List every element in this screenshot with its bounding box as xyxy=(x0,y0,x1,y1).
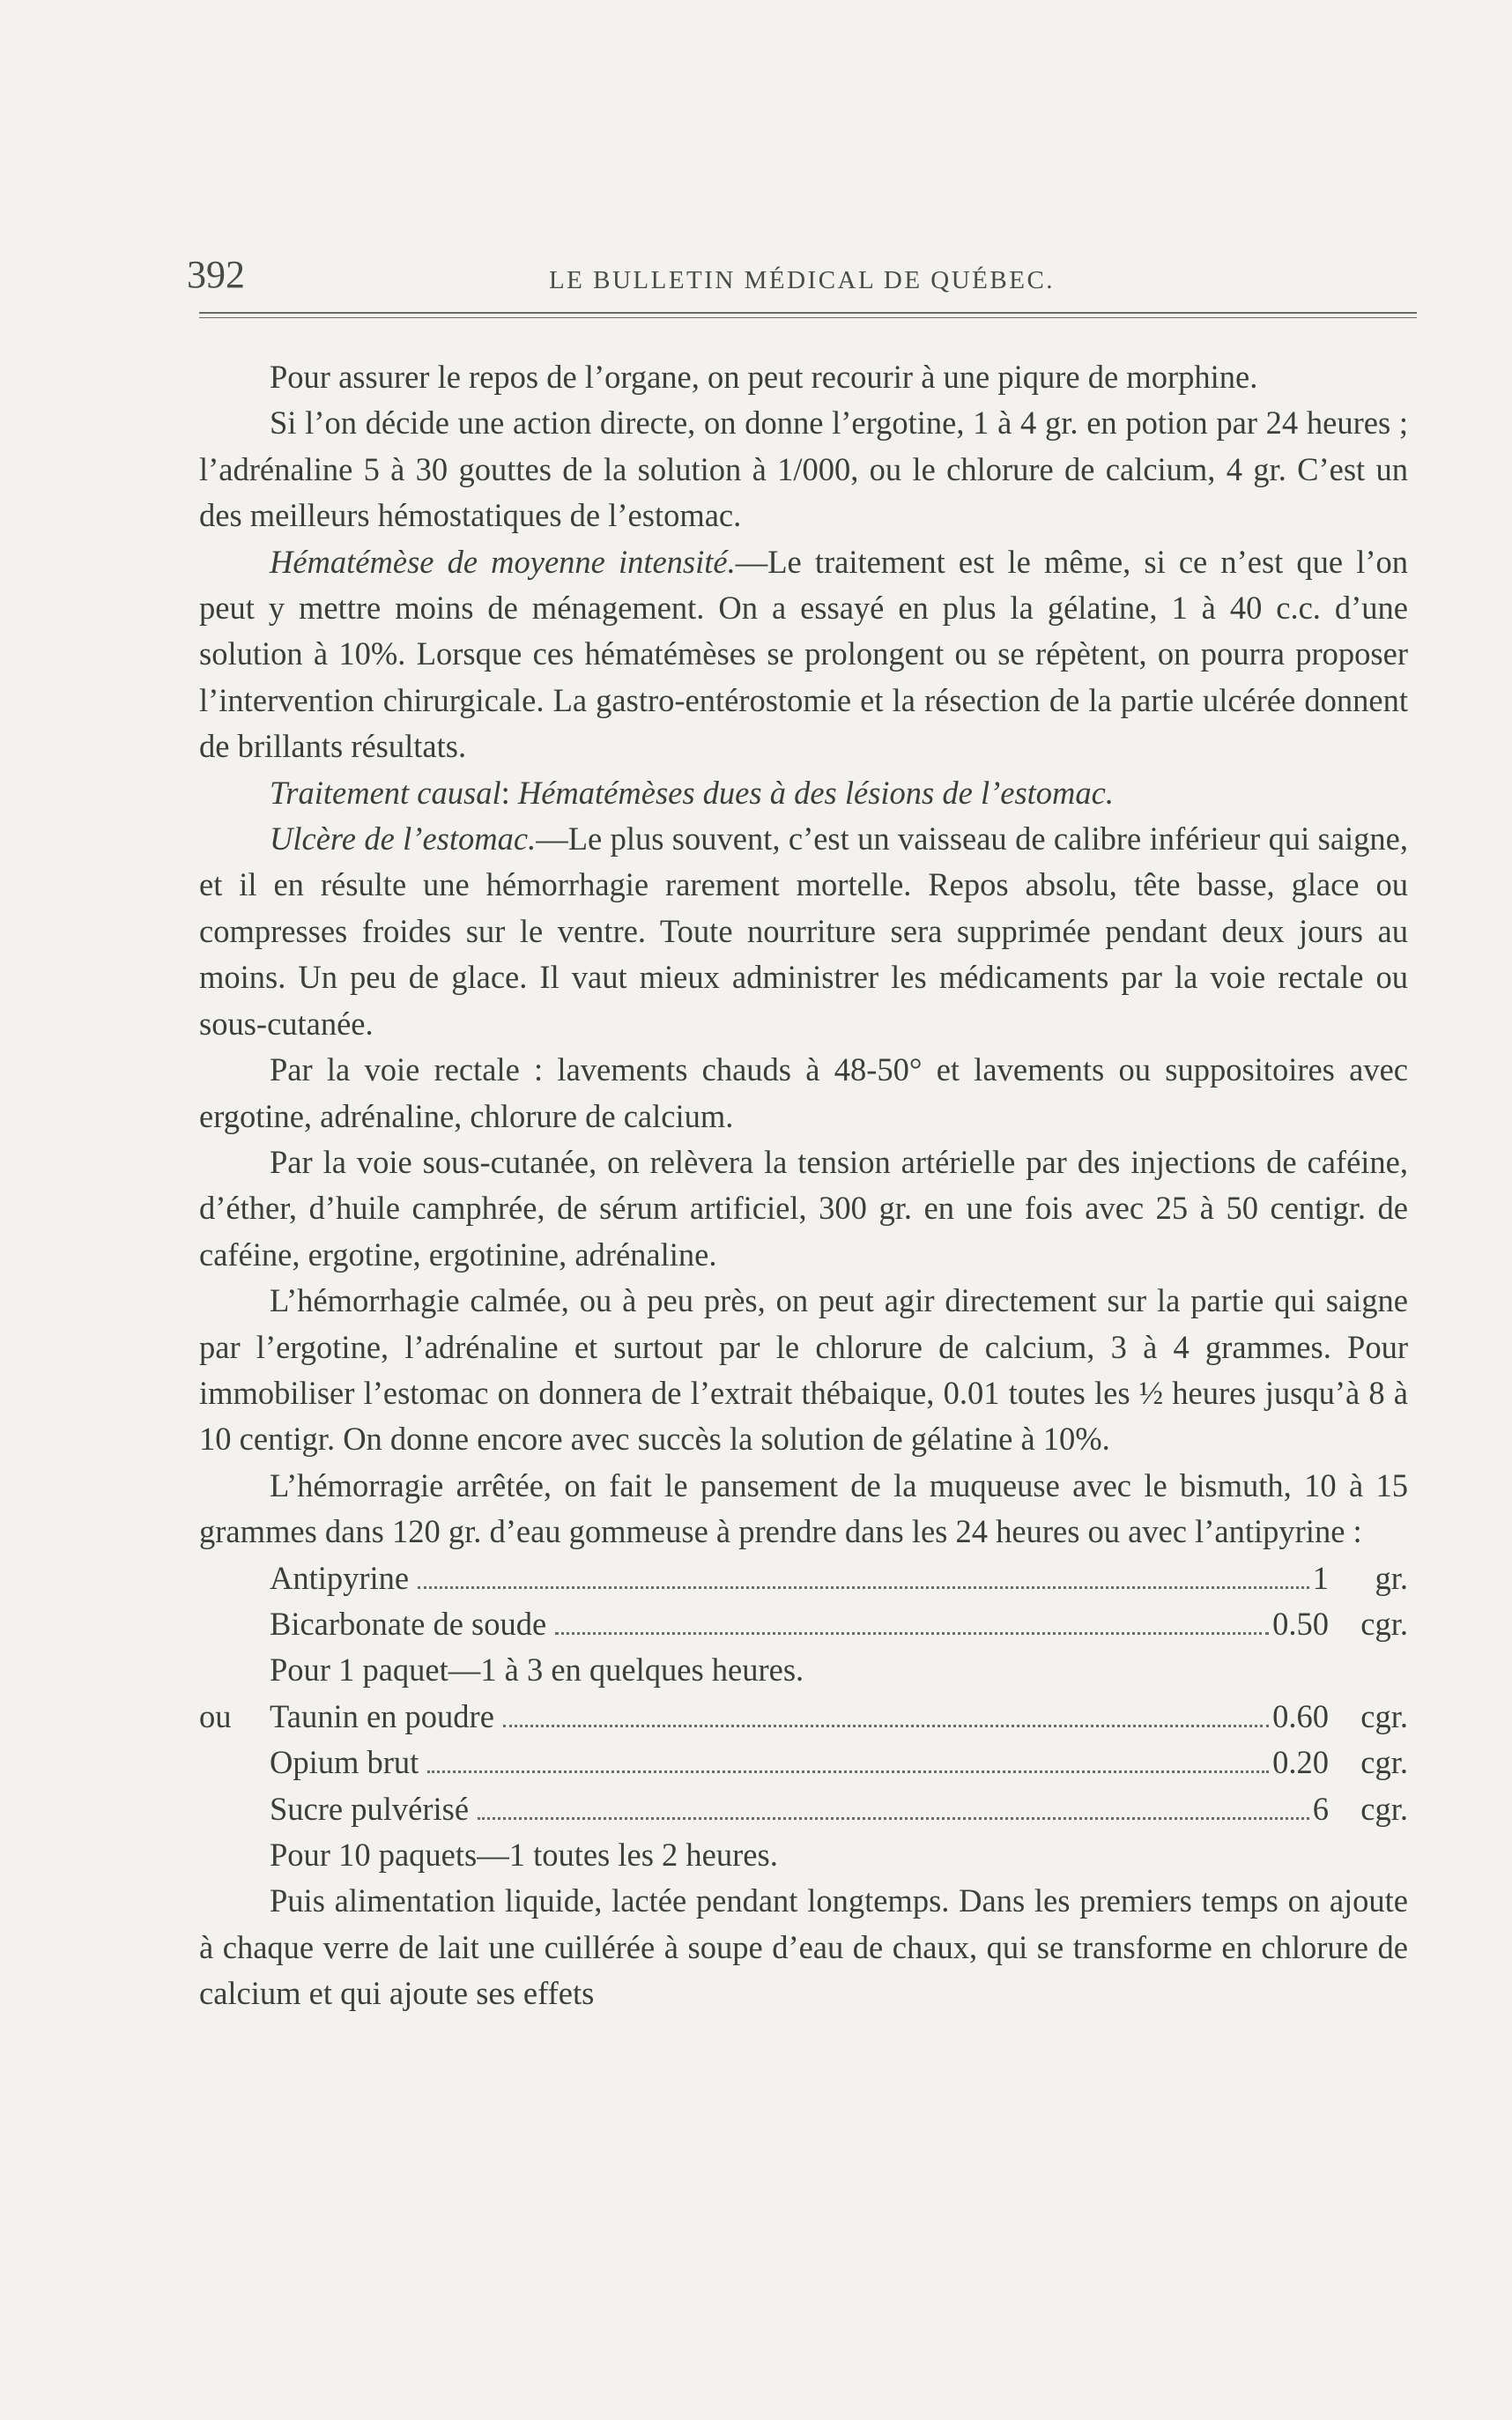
dot-leader xyxy=(503,1725,1269,1727)
body-text xyxy=(199,354,1408,2017)
ingredient-name: Sucre pulvérisé xyxy=(270,1790,470,1827)
paragraph: L’hémorrhagie calmée, ou à peu près, on peut agir directement sur la partie qui saigne par l’ergotine, l’adrénaline et surtout par le chlorure de calcium, 3 à 4 grammes. Pour immobiliser l’estomac on donnera de l’extrait thébaique, 0.01 toutes les ½ heures jusqu’à 8 à 10 centigr. On donne encore avec succès la solution de gélatine à 10%. xyxy=(199,1282,1408,1458)
dot-leader xyxy=(478,1817,1309,1820)
section-heading: Ulcère de l’estomac. xyxy=(270,820,537,857)
page-header xyxy=(187,249,1417,301)
ingredient-unit: cgr. xyxy=(1360,1744,1408,1781)
dot-leader xyxy=(418,1586,1309,1589)
dosage-instruction: Pour 1 paquet—1 à 3 en quelques heures. xyxy=(270,1652,804,1689)
ingredient-quantity: 0.60 xyxy=(1272,1697,1329,1734)
prescription-line xyxy=(270,1740,1408,1785)
prescription-line xyxy=(270,1601,1408,1647)
prescription-line xyxy=(270,1555,1408,1601)
header-rule-thin xyxy=(199,317,1417,318)
paragraph: Puis alimentation liquide, lactée pendant longtemps. Dans les premiers temps on ajoute à chaque verre de lait une cuillérée à soupe d’eau de chaux, qui se transforme en chlorure de calcium et qui ajoute ses effets xyxy=(199,1882,1408,2012)
page-number: 392 xyxy=(187,253,245,296)
section-heading: Traitement causal xyxy=(270,774,501,811)
alternative-prefix: ou xyxy=(199,1697,232,1734)
paragraph-text: —Le plus souvent, c’est un vaisseau de calibre inférieur qui saigne, et il en résulte une hémorrhagie rarement mortelle. Repos absolu, tête basse, glace ou compresses froides sur le ventre. Toute nourriture sera supprimée pendant deux jours au moins. Un peu de glace. Il vaut mieux administrer les médicaments par la voie rectale ou sous-cutanée. xyxy=(199,820,1408,1042)
paragraph xyxy=(199,770,1408,816)
paragraph: Pour assurer le repos de l’organe, on peut recourir à une piqure de morphine. xyxy=(270,359,1258,395)
paragraph-text: —Le traitement est le même, si ce n’est que l’on peut y mettre moins de ménagement. On a essayé en plus la gélatine, 1 à 40 c.c. d’une solution à 10%. Lorsque ces hématémèses se prolongent ou se répètent, on pourra proposer l’intervention chirurgicale. La gastro-entérostomie et la résection de la partie ulcérée donnent de brillants résultats. xyxy=(199,543,1408,765)
ingredient-unit: cgr. xyxy=(1360,1605,1408,1642)
ingredient-name: Antipyrine xyxy=(270,1559,410,1596)
paragraph: Par la voie sous-cutanée, on relèvera la tension artérielle par des injections de caféine, d’éther, d’huile camphrée, de sérum artificiel, 300 gr. en une fois avec 25 à 50 centigr. de caféine, ergotine, ergotinine, adrénaline. xyxy=(199,1143,1408,1273)
ingredient-quantity: 6 xyxy=(1312,1790,1329,1827)
paragraph: Par la voie rectale : lavements chauds à 48-50° et lavements ou suppositoires avec ergotine, adrénaline, chlorure de calcium. xyxy=(199,1051,1408,1134)
paragraph xyxy=(199,539,1408,770)
paragraph: Si l’on décide une action directe, on donne l’ergotine, 1 à 4 gr. en potion par 24 heures ; l’adrénaline 5 à 30 gouttes de la solution à 1/000, ou le chlorure de calcium, 4 gr. C’est un des meilleurs hémostatiques de l’estomac. xyxy=(199,405,1408,534)
paragraph xyxy=(199,816,1408,1047)
section-heading: Hématémèse de moyenne intensité. xyxy=(270,543,736,580)
ingredient-unit: cgr. xyxy=(1360,1697,1408,1734)
ingredient-unit: cgr. xyxy=(1360,1790,1408,1827)
ingredient-quantity: 0.50 xyxy=(1272,1605,1329,1642)
ingredient-unit: gr. xyxy=(1375,1559,1408,1596)
dot-leader xyxy=(427,1770,1269,1773)
running-title: LE BULLETIN MÉDICAL DE QUÉBEC. xyxy=(548,266,1056,294)
ingredient-quantity: 0.20 xyxy=(1272,1744,1329,1781)
section-subheading: Hématémèses dues à des lésions de l’estomac. xyxy=(517,774,1114,811)
separator: : xyxy=(500,774,518,811)
prescription-line xyxy=(270,1786,1408,1832)
ingredient-name: Opium brut xyxy=(270,1744,419,1781)
ingredient-quantity: 1 xyxy=(1312,1559,1329,1596)
paragraph: L’hémorragie arrêtée, on fait le pansement de la muqueuse avec le bismuth, 10 à 15 grammes dans 120 gr. d’eau gommeuse à prendre dans les 24 heures ou avec l’antipyrine : xyxy=(199,1466,1408,1550)
prescription-line xyxy=(199,1694,1408,1740)
ingredient-name: Bicarbonate de soude xyxy=(270,1605,547,1642)
header-rule xyxy=(199,312,1417,314)
dosage-instruction: Pour 10 paquets—1 toutes les 2 heures. xyxy=(270,1837,778,1873)
ingredient-name: Taunin en poudre xyxy=(270,1697,494,1734)
dot-leader xyxy=(555,1632,1269,1635)
